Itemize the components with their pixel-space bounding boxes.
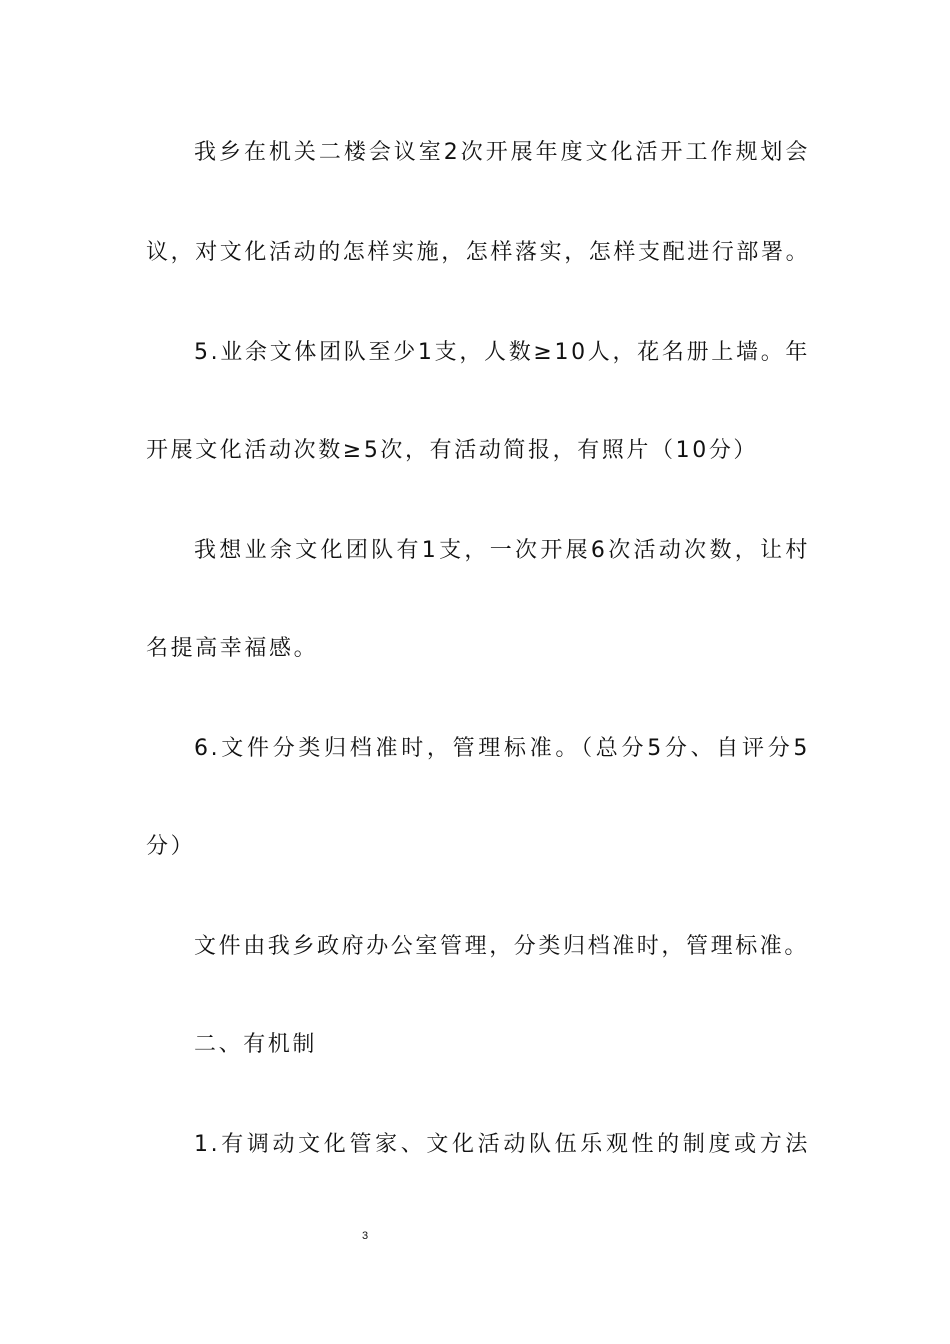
paragraph-line: 我乡在机关二楼会议室2次开展年度文化活开工作规划会 [194,140,810,165]
paragraph-line: 名提高幸福感。 [146,636,319,661]
paragraph-line: 6.文件分类归档准时，管理标准。（总分5分、自评分5 [194,736,810,761]
paragraph-line: 5.业余文体团队至少1支，人数≥10人，花名册上墙。年 [194,340,810,365]
page-number: 3 [361,1230,369,1242]
paragraph-line: 我想业余文化团队有1支，一次开展6次活动次数，让村 [194,538,810,563]
paragraph-line: 文件由我乡政府办公室管理，分类归档准时，管理标准。 [194,934,810,959]
paragraph-line: 1.有调动文化管家、文化活动队伍乐观性的制度或方法 [194,1132,810,1157]
section-heading: 二、有机制 [194,1032,318,1057]
paragraph-line: 开展文化活动次数≥5次，有活动简报，有照片（10分） [146,438,759,463]
paragraph-line: 议，对文化活动的怎样实施，怎样落实，怎样支配进行部署。 [146,240,811,265]
paragraph-line: 分） [146,834,196,859]
